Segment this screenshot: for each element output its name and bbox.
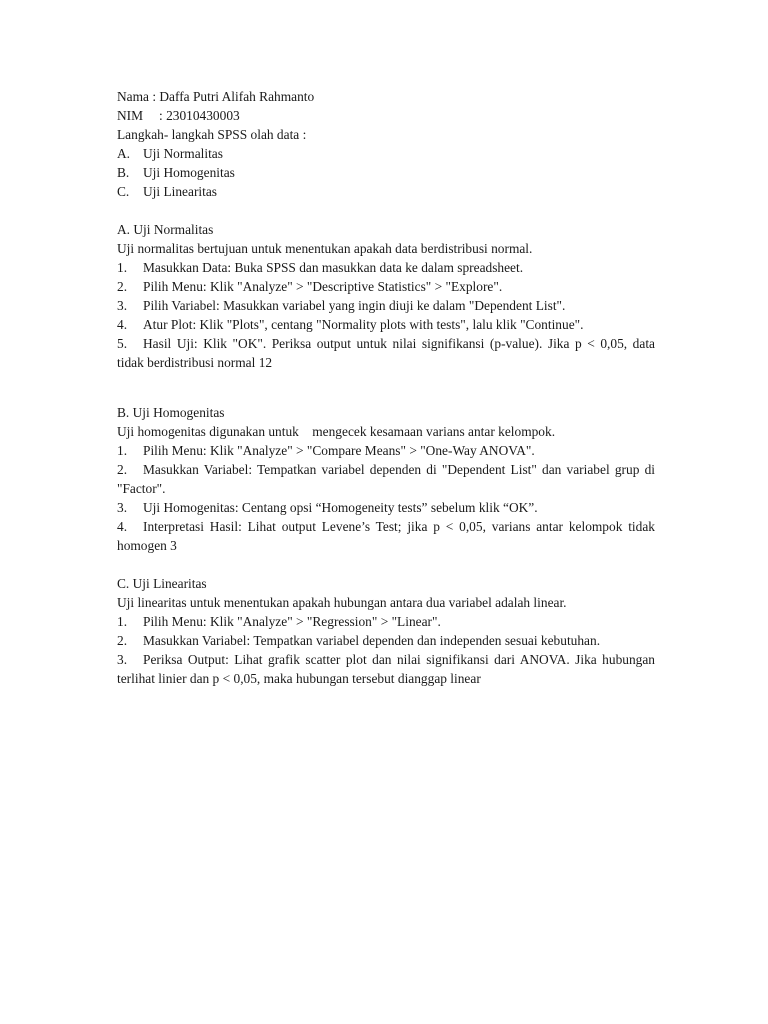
list-marker: 1. bbox=[117, 260, 128, 275]
list-marker: 3. bbox=[117, 298, 128, 313]
toc-text: Uji Linearitas bbox=[143, 184, 217, 199]
list-item bbox=[117, 334, 655, 353]
section-a-intro: Uji normalitas bertujuan untuk menentukan apakah data berdistribusi normal. bbox=[117, 241, 533, 256]
nim-value: : 23010430003 bbox=[159, 108, 240, 123]
section-c-title: C. Uji Linearitas bbox=[117, 576, 207, 591]
list-marker: 4. bbox=[117, 519, 128, 534]
list-marker: 5. bbox=[117, 336, 128, 351]
list-marker: 2. bbox=[117, 279, 128, 294]
list-text-continued: terlihat linier dan p < 0,05, maka hubungan tersebut dianggap linear bbox=[117, 671, 481, 686]
list-text: Pilih Menu: Klik "Analyze" > "Descriptive Statistics" > "Explore". bbox=[143, 279, 503, 294]
toc-text: Uji Normalitas bbox=[143, 146, 223, 161]
list-item bbox=[117, 498, 655, 517]
list-text: Periksa Output: Lihat grafik scatter plot dan nilai signifikansi dari ANOVA. Jika hubungan bbox=[143, 652, 655, 667]
list-item bbox=[117, 631, 655, 650]
section-b-intro: Uji homogenitas digunakan untuk mengecek kesamaan varians antar kelompok. bbox=[117, 424, 556, 439]
list-item bbox=[117, 315, 655, 334]
toc-marker: B. bbox=[117, 165, 130, 180]
list-text: Pilih Menu: Klik "Analyze" > "Compare Means" > "One-Way ANOVA". bbox=[143, 443, 535, 458]
section-a-title: A. Uji Normalitas bbox=[117, 222, 214, 237]
list-text: Masukkan Variabel: Tempatkan variabel dependen dan independen sesuai kebutuhan. bbox=[143, 633, 601, 648]
list-text: Pilih Variabel: Masukkan variabel yang ingin diuji ke dalam "Dependent List". bbox=[143, 298, 566, 313]
list-text-continued: tidak berdistribusi normal 12 bbox=[117, 355, 273, 370]
list-item bbox=[117, 460, 655, 479]
list-text: Atur Plot: Klik "Plots", centang "Normality plots with tests", lalu klik "Continue". bbox=[143, 317, 584, 332]
toc-item bbox=[117, 182, 655, 201]
steps-heading: Langkah- langkah SPSS olah data : bbox=[117, 127, 307, 142]
list-marker: 3. bbox=[117, 652, 128, 667]
document-body bbox=[117, 87, 655, 688]
nim-label: NIM bbox=[117, 108, 144, 123]
toc-marker: C. bbox=[117, 184, 130, 199]
list-marker: 1. bbox=[117, 443, 128, 458]
list-marker: 3. bbox=[117, 500, 128, 515]
list-text: Masukkan Data: Buka SPSS dan masukkan data ke dalam spreadsheet. bbox=[143, 260, 524, 275]
toc-item bbox=[117, 163, 655, 182]
list-text: Uji Homogenitas: Centang opsi “Homogeneity tests” sebelum klik “OK”. bbox=[143, 500, 538, 515]
list-item bbox=[117, 612, 655, 631]
toc-text: Uji Homogenitas bbox=[143, 165, 235, 180]
list-text: Masukkan Variabel: Tempatkan variabel dependen di "Dependent List" dan variabel grup di bbox=[143, 462, 655, 477]
list-item bbox=[117, 277, 655, 296]
list-marker: 1. bbox=[117, 614, 128, 629]
list-item bbox=[117, 517, 655, 536]
list-text-continued: homogen 3 bbox=[117, 538, 177, 553]
list-text: Interpretasi Hasil: Lihat output Levene’s Test; jika p < 0,05, varians antar kelompok tidak bbox=[143, 519, 655, 534]
list-item bbox=[117, 296, 655, 315]
list-text-continued: "Factor". bbox=[117, 481, 166, 496]
list-text: Hasil Uji: Klik "OK". Periksa output untuk nilai signifikansi (p-value). Jika p < 0,05, data bbox=[143, 336, 655, 351]
list-marker: 4. bbox=[117, 317, 128, 332]
student-nim bbox=[117, 106, 655, 125]
list-item bbox=[117, 441, 655, 460]
student-name: Nama : Daffa Putri Alifah Rahmanto bbox=[117, 89, 315, 104]
list-item bbox=[117, 258, 655, 277]
list-marker: 2. bbox=[117, 633, 128, 648]
toc-marker: A. bbox=[117, 146, 131, 161]
list-marker: 2. bbox=[117, 462, 128, 477]
list-text: Pilih Menu: Klik "Analyze" > "Regression" > "Linear". bbox=[143, 614, 441, 629]
section-c-intro: Uji linearitas untuk menentukan apakah hubungan antara dua variabel adalah linear. bbox=[117, 595, 567, 610]
section-b-title: B. Uji Homogenitas bbox=[117, 405, 225, 420]
toc-item bbox=[117, 144, 655, 163]
list-item bbox=[117, 650, 655, 669]
